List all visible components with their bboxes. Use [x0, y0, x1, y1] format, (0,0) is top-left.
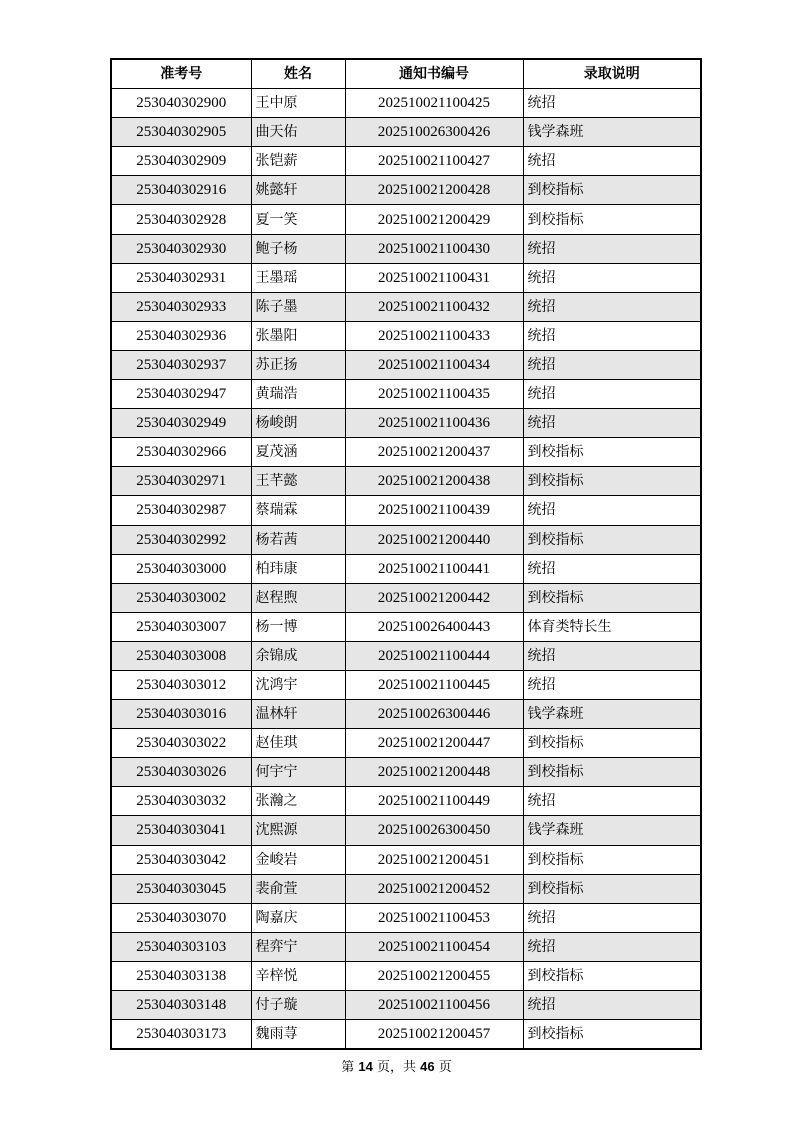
exam-number-cell: 253040302909 — [111, 147, 251, 176]
student-name-cell: 苏正扬 — [251, 350, 345, 379]
notice-number-cell: 202510026300446 — [345, 700, 523, 729]
exam-number-cell: 253040302949 — [111, 409, 251, 438]
admission-note-cell: 到校指标 — [523, 438, 701, 467]
student-name-cell: 王中原 — [251, 89, 345, 118]
exam-number-cell: 253040303045 — [111, 874, 251, 903]
admission-note-cell: 统招 — [523, 991, 701, 1020]
student-name-cell: 张铠薪 — [251, 147, 345, 176]
admission-note-cell: 到校指标 — [523, 729, 701, 758]
admission-note-cell: 到校指标 — [523, 205, 701, 234]
table-row — [111, 583, 701, 612]
admission-note-cell: 到校指标 — [523, 176, 701, 205]
exam-number-cell: 253040303022 — [111, 729, 251, 758]
exam-number-cell: 253040303026 — [111, 758, 251, 787]
admission-note-cell: 钱学森班 — [523, 816, 701, 845]
table-row — [111, 816, 701, 845]
exam-number-cell: 253040302933 — [111, 292, 251, 321]
table-row — [111, 176, 701, 205]
admission-note-cell: 到校指标 — [523, 961, 701, 990]
table-row — [111, 612, 701, 641]
admission-note-cell: 钱学森班 — [523, 118, 701, 147]
student-name-cell: 杨一博 — [251, 612, 345, 641]
exam-number-cell: 253040303016 — [111, 700, 251, 729]
student-name-cell: 柏玮康 — [251, 554, 345, 583]
admission-note-cell: 统招 — [523, 554, 701, 583]
table-row — [111, 670, 701, 699]
table-row — [111, 321, 701, 350]
exam-number-cell: 253040302916 — [111, 176, 251, 205]
exam-number-cell: 253040302936 — [111, 321, 251, 350]
exam-number-cell: 253040303041 — [111, 816, 251, 845]
table-row — [111, 961, 701, 990]
table-row — [111, 234, 701, 263]
notice-number-cell: 202510026300450 — [345, 816, 523, 845]
notice-number-cell: 202510021100445 — [345, 670, 523, 699]
footer-prefix: 第 — [341, 1060, 355, 1075]
exam-number-cell: 253040302947 — [111, 380, 251, 409]
student-name-cell: 张瀚之 — [251, 787, 345, 816]
admission-note-cell: 到校指标 — [523, 874, 701, 903]
table-row — [111, 350, 701, 379]
student-name-cell: 赵佳琪 — [251, 729, 345, 758]
table-row — [111, 554, 701, 583]
admission-note-cell: 体育类特长生 — [523, 612, 701, 641]
admission-note-cell: 统招 — [523, 350, 701, 379]
student-name-cell: 黄瑞浩 — [251, 380, 345, 409]
table-row — [111, 409, 701, 438]
footer-suffix: 页 — [438, 1060, 452, 1075]
notice-number-cell: 202510021100431 — [345, 263, 523, 292]
table-row — [111, 263, 701, 292]
admission-note-cell: 统招 — [523, 292, 701, 321]
notice-number-cell: 202510021200452 — [345, 874, 523, 903]
header-row — [111, 59, 701, 89]
student-name-cell: 陶嘉庆 — [251, 903, 345, 932]
table-row — [111, 147, 701, 176]
notice-number-cell: 202510021100430 — [345, 234, 523, 263]
student-name-cell: 陈子墨 — [251, 292, 345, 321]
admission-note-cell: 到校指标 — [523, 1020, 701, 1050]
admission-note-cell: 统招 — [523, 263, 701, 292]
notice-number-cell: 202510021200437 — [345, 438, 523, 467]
student-name-cell: 付子璇 — [251, 991, 345, 1020]
table-row — [111, 292, 701, 321]
notice-number-cell: 202510021200438 — [345, 467, 523, 496]
notice-number-cell: 202510021100434 — [345, 350, 523, 379]
admission-note-cell: 统招 — [523, 496, 701, 525]
notice-number-cell: 202510026400443 — [345, 612, 523, 641]
notice-number-cell: 202510021200440 — [345, 525, 523, 554]
admission-note-cell: 统招 — [523, 234, 701, 263]
notice-number-cell: 202510021100439 — [345, 496, 523, 525]
notice-number-cell: 202510021100456 — [345, 991, 523, 1020]
notice-number-cell: 202510021100441 — [345, 554, 523, 583]
total-page-count: 46 — [420, 1059, 435, 1074]
notice-number-cell: 202510021200429 — [345, 205, 523, 234]
admission-note-cell: 统招 — [523, 409, 701, 438]
admission-table — [110, 58, 702, 1050]
student-name-cell: 余锦成 — [251, 641, 345, 670]
exam-number-cell: 253040303002 — [111, 583, 251, 612]
student-name-cell: 沈鸿宇 — [251, 670, 345, 699]
page-footer — [0, 1056, 793, 1075]
table-row — [111, 380, 701, 409]
table-row — [111, 89, 701, 118]
student-name-cell: 王芊懿 — [251, 467, 345, 496]
exam-number-cell: 253040303138 — [111, 961, 251, 990]
student-name-cell: 杨若茜 — [251, 525, 345, 554]
notice-number-cell: 202510021100436 — [345, 409, 523, 438]
admission-note-cell: 统招 — [523, 380, 701, 409]
exam-number-cell: 253040303042 — [111, 845, 251, 874]
notice-number-cell: 202510021100435 — [345, 380, 523, 409]
notice-number-cell: 202510021100427 — [345, 147, 523, 176]
notice-number-cell: 202510021100444 — [345, 641, 523, 670]
exam-number-cell: 253040303070 — [111, 903, 251, 932]
admission-note-cell: 统招 — [523, 641, 701, 670]
table-row — [111, 1020, 701, 1050]
exam-number-cell: 253040303008 — [111, 641, 251, 670]
table-row — [111, 496, 701, 525]
student-name-cell: 金峻岩 — [251, 845, 345, 874]
admission-note-cell: 钱学森班 — [523, 700, 701, 729]
table-row — [111, 903, 701, 932]
footer-middle: 页，共 — [376, 1060, 416, 1075]
admission-note-cell: 统招 — [523, 321, 701, 350]
table-body — [111, 89, 701, 1050]
exam-number-cell: 253040303012 — [111, 670, 251, 699]
student-name-cell: 沈熙源 — [251, 816, 345, 845]
notice-number-cell: 202510021100432 — [345, 292, 523, 321]
student-name-cell: 杨峻朗 — [251, 409, 345, 438]
exam-number-cell: 253040303173 — [111, 1020, 251, 1050]
table-row — [111, 700, 701, 729]
table-row — [111, 467, 701, 496]
exam-number-cell: 253040302966 — [111, 438, 251, 467]
header-admission-note: 录取说明 — [523, 59, 701, 89]
notice-number-cell: 202510021200447 — [345, 729, 523, 758]
admission-note-cell: 统招 — [523, 787, 701, 816]
table-row — [111, 874, 701, 903]
notice-number-cell: 202510021100454 — [345, 932, 523, 961]
admission-note-cell: 到校指标 — [523, 758, 701, 787]
exam-number-cell: 253040302971 — [111, 467, 251, 496]
table-header — [111, 59, 701, 89]
student-name-cell: 魏雨荨 — [251, 1020, 345, 1050]
notice-number-cell: 202510021200448 — [345, 758, 523, 787]
notice-number-cell: 202510021200428 — [345, 176, 523, 205]
notice-number-cell: 202510021200455 — [345, 961, 523, 990]
notice-number-cell: 202510021200457 — [345, 1020, 523, 1050]
student-name-cell: 何宇宁 — [251, 758, 345, 787]
exam-number-cell: 253040302987 — [111, 496, 251, 525]
admission-note-cell: 统招 — [523, 147, 701, 176]
exam-number-cell: 253040302928 — [111, 205, 251, 234]
table-row — [111, 525, 701, 554]
exam-number-cell: 253040303032 — [111, 787, 251, 816]
table-row — [111, 845, 701, 874]
admission-note-cell: 统招 — [523, 670, 701, 699]
notice-number-cell: 202510021100453 — [345, 903, 523, 932]
table-row — [111, 991, 701, 1020]
student-name-cell: 温林轩 — [251, 700, 345, 729]
exam-number-cell: 253040303148 — [111, 991, 251, 1020]
admission-note-cell: 到校指标 — [523, 525, 701, 554]
exam-number-cell: 253040302900 — [111, 89, 251, 118]
table-row — [111, 118, 701, 147]
student-name-cell: 赵程煦 — [251, 583, 345, 612]
table-row — [111, 641, 701, 670]
admission-note-cell: 到校指标 — [523, 845, 701, 874]
student-name-cell: 夏一笑 — [251, 205, 345, 234]
table-row — [111, 438, 701, 467]
header-name: 姓名 — [251, 59, 345, 89]
admission-note-cell: 统招 — [523, 89, 701, 118]
exam-number-cell: 253040302930 — [111, 234, 251, 263]
table-row — [111, 787, 701, 816]
table-row — [111, 758, 701, 787]
student-name-cell: 裴俞萱 — [251, 874, 345, 903]
header-notice-number: 通知书编号 — [345, 59, 523, 89]
student-name-cell: 姚懿轩 — [251, 176, 345, 205]
header-exam-number: 准考号 — [111, 59, 251, 89]
student-name-cell: 辛梓悦 — [251, 961, 345, 990]
exam-number-cell: 253040303000 — [111, 554, 251, 583]
notice-number-cell: 202510021200451 — [345, 845, 523, 874]
student-name-cell: 蔡瑞霖 — [251, 496, 345, 525]
admission-note-cell: 到校指标 — [523, 467, 701, 496]
current-page-number: 14 — [358, 1059, 373, 1074]
exam-number-cell: 253040302937 — [111, 350, 251, 379]
table-row — [111, 729, 701, 758]
notice-number-cell: 202510026300426 — [345, 118, 523, 147]
student-name-cell: 鲍子杨 — [251, 234, 345, 263]
table-row — [111, 932, 701, 961]
table-row — [111, 205, 701, 234]
admission-note-cell: 到校指标 — [523, 583, 701, 612]
student-name-cell: 张墨阳 — [251, 321, 345, 350]
notice-number-cell: 202510021100449 — [345, 787, 523, 816]
exam-number-cell: 253040303103 — [111, 932, 251, 961]
notice-number-cell: 202510021100433 — [345, 321, 523, 350]
exam-number-cell: 253040302931 — [111, 263, 251, 292]
student-name-cell: 王墨瑶 — [251, 263, 345, 292]
exam-number-cell: 253040302905 — [111, 118, 251, 147]
student-name-cell: 程弈宁 — [251, 932, 345, 961]
notice-number-cell: 202510021200442 — [345, 583, 523, 612]
student-name-cell: 曲天佑 — [251, 118, 345, 147]
admission-note-cell: 统招 — [523, 932, 701, 961]
admission-note-cell: 统招 — [523, 903, 701, 932]
exam-number-cell: 253040302992 — [111, 525, 251, 554]
student-name-cell: 夏茂涵 — [251, 438, 345, 467]
exam-number-cell: 253040303007 — [111, 612, 251, 641]
notice-number-cell: 202510021100425 — [345, 89, 523, 118]
